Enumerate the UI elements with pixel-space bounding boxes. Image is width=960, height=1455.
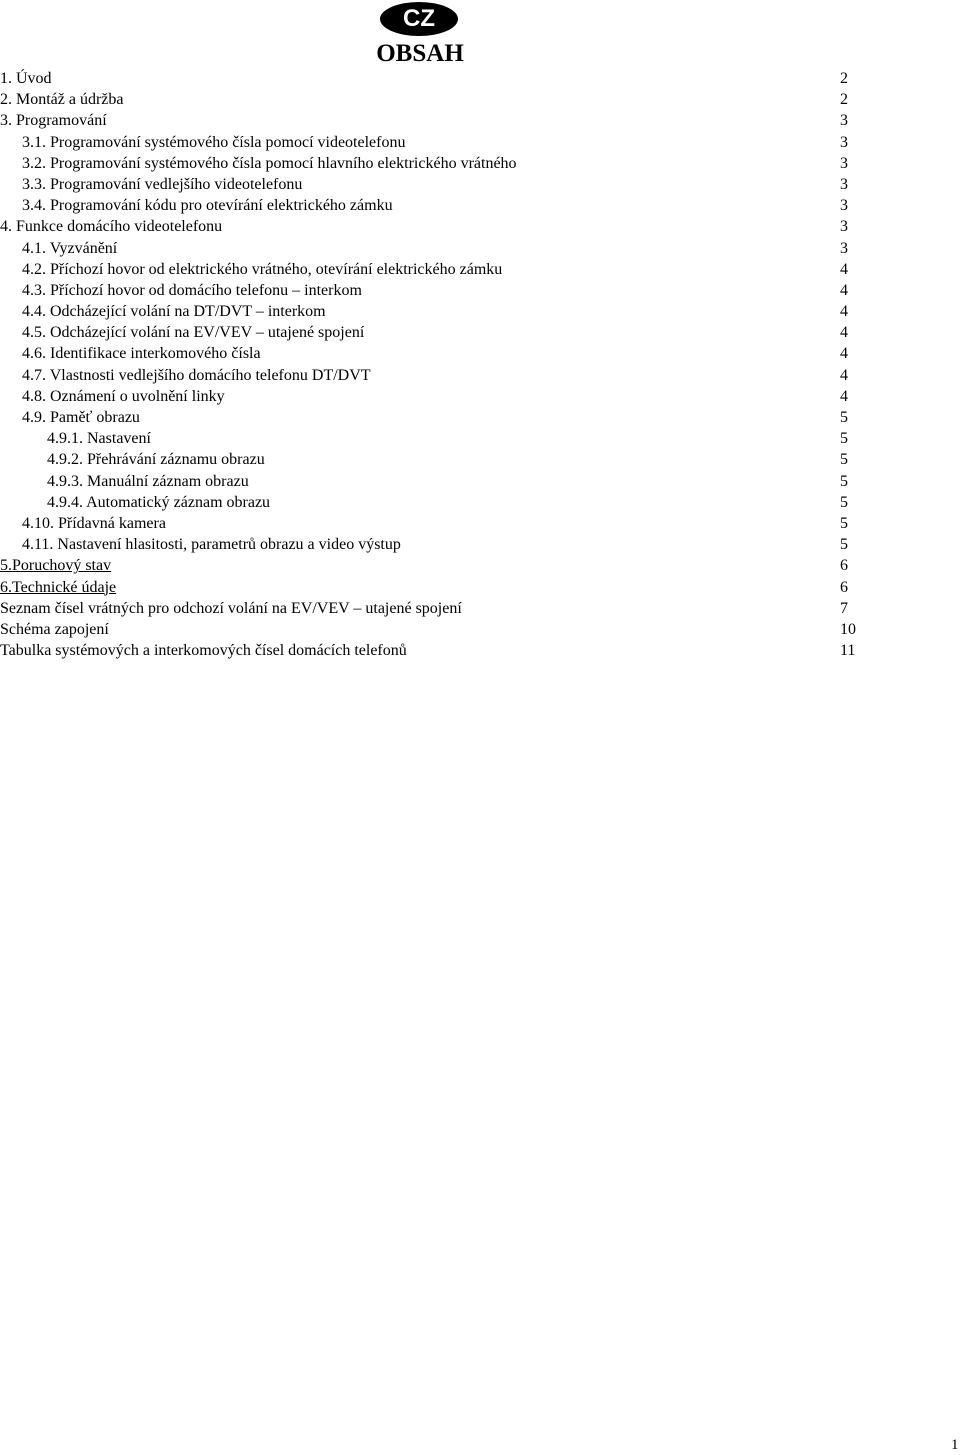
toc-entry[interactable] <box>0 280 900 301</box>
toc-entry[interactable] <box>0 577 900 598</box>
toc-entry-page: 4 <box>840 387 848 405</box>
toc-entry[interactable] <box>0 195 900 216</box>
toc-entry-page: 7 <box>840 599 848 617</box>
toc-entry[interactable] <box>0 216 900 237</box>
toc-entry[interactable] <box>0 471 900 492</box>
toc-entry-page: 11 <box>840 642 856 660</box>
toc-entry-page: 3 <box>840 112 848 130</box>
toc-entry-page: 4 <box>840 260 848 278</box>
toc-entry-label: Schéma zapojení <box>0 620 109 638</box>
toc-entry[interactable] <box>0 534 900 555</box>
toc-entry-label: 5.Poruchový stav <box>0 557 112 575</box>
toc-entry-page: 5 <box>840 451 848 469</box>
page-title: OBSAH <box>376 40 464 67</box>
toc-entry[interactable] <box>0 619 900 640</box>
toc-entry-page: 4 <box>840 303 848 321</box>
toc-entry[interactable] <box>0 322 900 343</box>
toc-entry-page: 10 <box>840 620 856 638</box>
toc-entry-label: 3.3. Programování vedlejšího videotelefonu <box>22 175 303 193</box>
toc-entry[interactable] <box>0 343 900 364</box>
toc-entry-label: 4. Funkce domácího videotelefonu <box>0 218 223 236</box>
toc-entry-label: 4.4. Odcházející volání na DT/DVT – interkom <box>22 303 326 321</box>
toc-entry-label: 4.3. Příchozí hovor od domácího telefonu – interkom <box>22 281 362 299</box>
toc-entry[interactable] <box>0 386 900 407</box>
toc-entry-label: 4.9.3. Manuální záznam obrazu <box>47 472 249 490</box>
toc-entry-page: 3 <box>840 175 848 193</box>
toc-entry[interactable] <box>0 407 900 428</box>
toc-entry-page: 5 <box>840 514 848 532</box>
toc-entry-label: 1. Úvod <box>0 70 52 87</box>
toc-entry[interactable] <box>0 132 900 153</box>
toc-entry[interactable] <box>0 513 900 534</box>
toc-entry[interactable] <box>0 365 900 386</box>
toc-entry[interactable] <box>0 598 900 619</box>
toc-entry-label: 3.1. Programování systémového čísla pomocí videotelefonu <box>22 133 406 151</box>
toc-entry-label: 4.6. Identifikace interkomového čísla <box>22 345 261 363</box>
toc-entry-label: Tabulka systémových a interkomových čísel domácích telefonů <box>0 642 407 660</box>
toc-entry[interactable] <box>0 492 900 513</box>
toc-entry[interactable] <box>0 428 900 449</box>
toc-entry-page: 2 <box>840 91 848 109</box>
toc-entry[interactable] <box>0 153 900 174</box>
language-badge-cz: CZ <box>380 2 458 36</box>
toc-entry-page: 3 <box>840 218 848 236</box>
toc-entry[interactable] <box>0 174 900 195</box>
toc-entry-page: 3 <box>840 197 848 215</box>
toc-entry[interactable] <box>0 238 900 259</box>
toc-entry-page: 5 <box>840 472 848 490</box>
toc-entry-page: 5 <box>840 493 848 511</box>
toc-entry-page: 4 <box>840 324 848 342</box>
toc-entry-label: 4.2. Příchozí hovor od elektrického vrátného, otevírání elektrického zámku <box>22 260 503 278</box>
toc-entry-page: 4 <box>840 366 848 384</box>
toc-entry-label: 4.9.2. Přehrávání záznamu obrazu <box>47 451 265 469</box>
page-number: 1 <box>951 1437 959 1453</box>
toc-entry-label: 4.9.1. Nastavení <box>47 430 151 448</box>
toc-entry-label: 3.4. Programování kódu pro otevírání elektrického zámku <box>22 197 393 215</box>
toc-entry-label: 4.9.4. Automatický záznam obrazu <box>47 493 271 511</box>
toc-entry-label: Seznam čísel vrátných pro odchozí volání na EV/VEV – utajené spojení <box>0 599 462 617</box>
toc-entry[interactable] <box>0 555 900 576</box>
toc-entry[interactable] <box>0 301 900 322</box>
toc-entry-page: 4 <box>840 345 848 363</box>
toc-entry-label: 4.10. Přídavná kamera <box>22 514 166 532</box>
toc-entry-label: 4.7. Vlastnosti vedlejšího domácího telefonu DT/DVT <box>22 366 371 384</box>
toc-entry-label: 2. Montáž a údržba <box>0 91 124 109</box>
toc-entry-page: 5 <box>840 430 848 448</box>
toc-entry[interactable] <box>0 640 900 661</box>
toc-entry[interactable] <box>0 68 900 89</box>
toc-entry-page: 4 <box>840 281 848 299</box>
toc-entry-label: 4.9. Paměť obrazu <box>22 409 140 426</box>
toc-entry-page: 3 <box>840 154 848 172</box>
toc-entry-label: 4.1. Vyzvánění <box>22 239 118 257</box>
toc-entry[interactable] <box>0 259 900 280</box>
toc-entry-label: 6.Technické údaje <box>0 578 117 596</box>
toc-entry-label: 3. Programování <box>0 112 107 130</box>
toc-entry[interactable] <box>0 89 900 110</box>
toc-entry-page: 3 <box>840 133 848 151</box>
toc-entry-page: 3 <box>840 239 848 257</box>
toc-entry-page: 5 <box>840 409 848 426</box>
toc-entry-page: 5 <box>840 536 848 554</box>
toc-entry[interactable] <box>0 110 900 131</box>
toc-entry-page: 6 <box>840 578 848 596</box>
toc-entry-page: 2 <box>840 70 848 87</box>
toc-entry-label: 4.11. Nastavení hlasitosti, parametrů obrazu a video výstup <box>22 536 401 554</box>
table-of-contents <box>0 68 900 661</box>
toc-entry-label: 4.8. Oznámení o uvolnění linky <box>22 387 225 405</box>
toc-entry[interactable] <box>0 449 900 470</box>
toc-entry-page: 6 <box>840 557 848 575</box>
toc-entry-label: 3.2. Programování systémového čísla pomocí hlavního elektrického vrátného <box>22 154 517 172</box>
toc-entry-label: 4.5. Odcházející volání na EV/VEV – utajené spojení <box>22 324 365 342</box>
